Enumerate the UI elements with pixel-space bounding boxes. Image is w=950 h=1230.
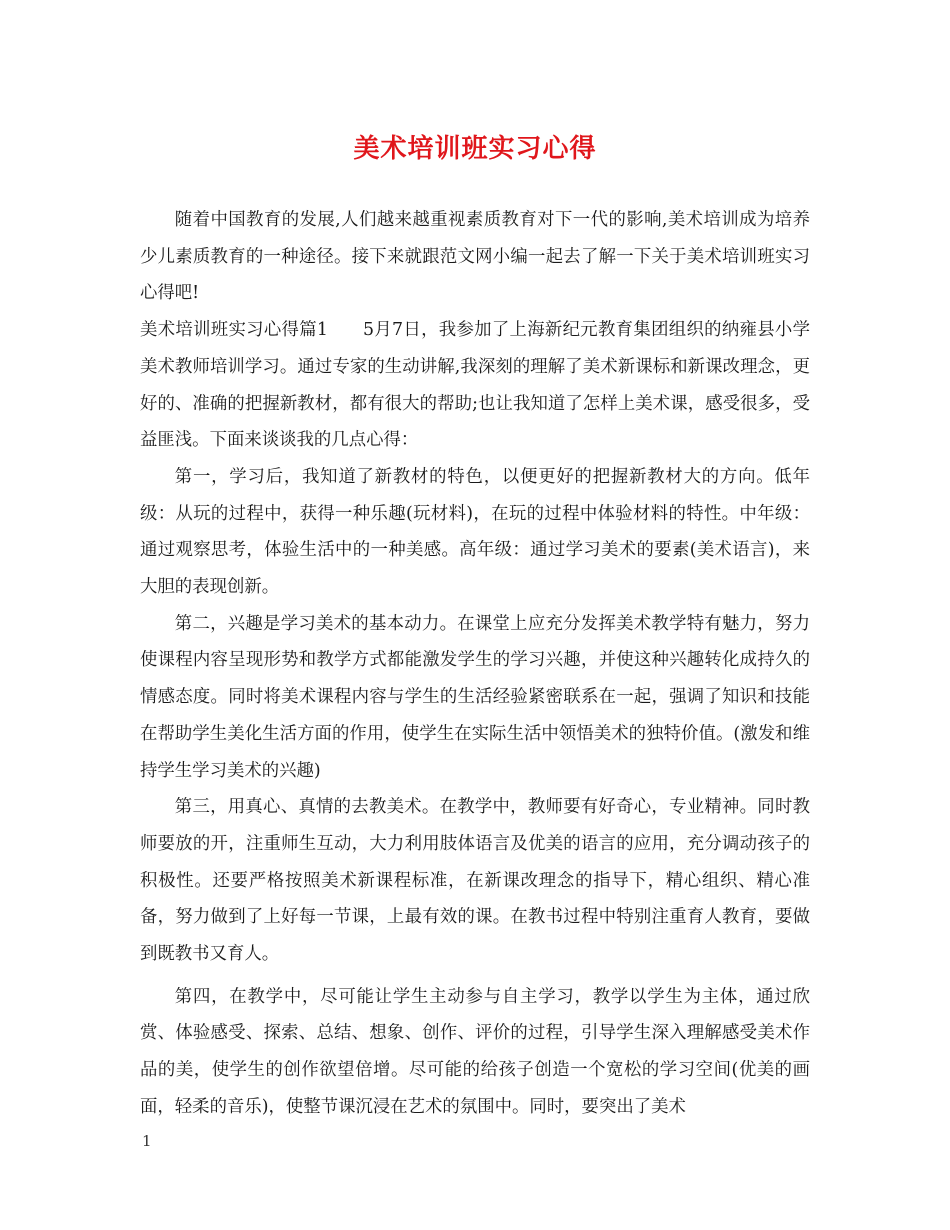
paragraph-third: 第三，用真心、真情的去教美术。在教学中，教师要有好奇心，专业精神。同时教师要放的开，注重师生互动，大力利用肢体语言及优美的语言的应用，充分调动孩子的积极性。还要严格按照美术新课程标准，在新课改理念的指导下，精心组织、精心准备，努力做到了上好每一节课，上最有效的课。在教书过程中特别注重育人教育，要做到既教书又育人。 (140, 797, 810, 965)
section-heading: 美术培训班实习心得篇1 (140, 320, 328, 341)
document-title: 美术培训班实习心得 (353, 134, 597, 164)
document-body (140, 202, 810, 1126)
section-gap (328, 320, 363, 340)
section-paragraph-1 (140, 312, 810, 459)
page-number: 1 (142, 1132, 152, 1150)
section-first-paragraph: 5月7日，我参加了上海新纪元教育集团组织的纳雍县小学美术教师培训学习。通过专家的生动讲解,我深刻的理解了美术新课标和新课改理念，更好的、准确的把握新教材，都有很大的帮助;也让我知道了怎样上美术课，感受很多，受益匪浅。下面来谈谈我的几点心得： (140, 320, 810, 451)
intro-paragraph: 随着中国教育的发展,人们越来越重视素质教育对下一代的影响,美术培训成为培养少儿素质教育的一种途径。接下来就跟范文网小编一起去了解一下关于美术培训班实习心得吧! (140, 210, 810, 304)
paragraph-second: 第二，兴趣是学习美术的基本动力。在课堂上应充分发挥美术教学特有魅力，努力使课程内容呈现形势和教学方式都能激发学生的学习兴趣，并使这种兴趣转化成持久的情感态度。同时将美术课程内容与学生的生活经验紧密联系在一起，强调了知识和技能在帮助学生美化生活方面的作用，使学生在实际生活中领悟美术的独特价值。(激发和维持学生学习美术的兴趣) (140, 613, 810, 781)
paragraph-first: 第一，学习后，我知道了新教材的特色，以便更好的把握新教材大的方向。低年级：从玩的过程中，获得一种乐趣(玩材料)，在玩的过程中体验材料的特性。中年级：通过观察思考，体验生活中的一种美感。高年级：通过学习美术的要素(美术语言)，来大胆的表现创新。 (140, 466, 810, 598)
paragraph-fourth: 第四，在教学中，尽可能让学生主动参与自主学习，教学以学生为主体，通过欣赏、体验感受、探索、总结、想象、创作、评价的过程，引导学生深入理解感受美术作品的美，使学生的创作欲望倍增。尽可能的给孩子创造一个宽松的学习空间(优美的画面，轻柔的音乐)，使整节课沉浸在艺术的氛围中。同时，要突出了美术 (140, 986, 810, 1117)
